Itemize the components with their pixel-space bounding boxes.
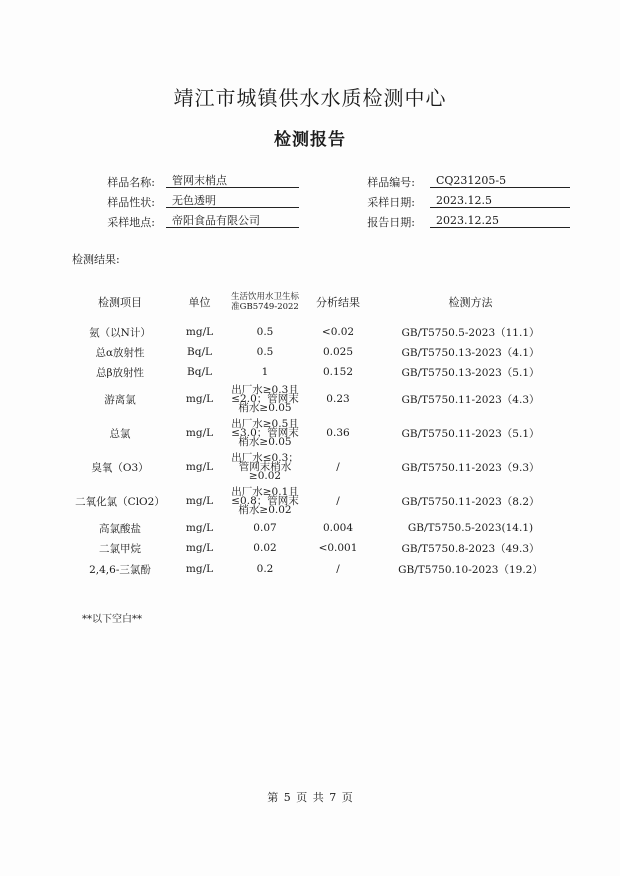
results-label: 检测结果: (72, 253, 120, 266)
report-date-label: 报告日期: (367, 216, 415, 229)
table-row (68, 484, 568, 518)
sampling-date-value: 2023.12.5 (430, 193, 570, 208)
row-item: 总氯 (109, 427, 131, 440)
table-header-row (68, 282, 568, 322)
row-unit: mg/L (185, 563, 214, 575)
table-row (68, 416, 568, 450)
row-standard: 0.07 (253, 522, 277, 534)
row-standard: 出厂水≥0.3且≤2.0；管网末梢水≥0.05 (231, 383, 299, 414)
row-standard: 1 (261, 366, 269, 378)
header-item: 检测项目 (98, 296, 142, 309)
row-method: GB/T5750.13-2023（4.1） (401, 346, 540, 359)
row-item: 高氯酸盐 (99, 522, 141, 535)
row-result: / (336, 563, 340, 575)
row-unit: mg/L (185, 461, 214, 473)
row-standard: 出厂水≤0.3；管网末梢水≥0.02 (231, 451, 299, 482)
sample-property-value: 无色透明 (166, 193, 299, 208)
header-result: 分析结果 (316, 296, 360, 309)
blank-note: **以下空白** (82, 614, 142, 625)
sampling-date-label: 采样日期: (367, 196, 415, 209)
row-result: / (336, 495, 340, 507)
row-result: 0.152 (322, 366, 354, 378)
table-row (68, 538, 568, 558)
page-number: 第 5 页 共 7 页 (267, 791, 353, 804)
results-table (68, 282, 568, 580)
row-unit: mg/L (185, 522, 214, 534)
table-row (68, 558, 568, 580)
row-method: GB/T5750.11-2023（5.1） (401, 427, 540, 440)
row-standard: 0.02 (253, 542, 277, 554)
sample-name-label: 样品名称: (107, 176, 155, 189)
row-method: GB/T5750.13-2023（5.1） (401, 366, 540, 379)
row-unit: Bq/L (187, 366, 212, 378)
row-unit: Bq/L (187, 346, 212, 358)
row-method: GB/T5750.8-2023（49.3） (401, 542, 540, 555)
table-row (68, 518, 568, 538)
report-title: 检测报告 (274, 130, 346, 150)
row-item: 臭氧（O3） (91, 461, 149, 474)
report-date-value: 2023.12.25 (430, 213, 570, 228)
row-item: 二氧化氯（ClO2） (75, 495, 165, 508)
table-row (68, 362, 568, 382)
table-row (68, 450, 568, 484)
row-item: 二氯甲烷 (99, 542, 141, 555)
row-unit: mg/L (185, 326, 214, 338)
sample-code-value: CQ231205-5 (430, 173, 570, 188)
row-item: 游离氯 (104, 393, 136, 406)
row-result: / (336, 461, 340, 473)
row-method: GB/T5750.5-2023（11.1） (401, 326, 540, 339)
organization-title: 靖江市城镇供水水质检测中心 (173, 86, 447, 110)
row-item: 总α放射性 (95, 346, 145, 359)
table-row (68, 382, 568, 416)
sample-name-value: 管网末梢点 (166, 173, 299, 188)
row-result: <0.02 (321, 326, 355, 338)
row-unit: mg/L (185, 427, 214, 439)
row-result: <0.001 (318, 542, 358, 554)
row-result: 0.36 (326, 427, 350, 439)
row-item: 总β放射性 (95, 366, 145, 379)
table-row (68, 342, 568, 362)
row-item: 氨（以N计） (89, 326, 151, 339)
row-unit: mg/L (185, 495, 214, 507)
row-standard: 0.2 (256, 563, 274, 575)
sample-code-label: 样品编号: (367, 176, 415, 189)
row-standard: 出厂水≥0.1且≤0.8；管网末梢水≥0.02 (231, 485, 299, 516)
header-unit: 单位 (188, 296, 211, 309)
row-method: GB/T5750.11-2023（4.3） (401, 393, 540, 406)
table-row (68, 322, 568, 342)
row-standard: 出厂水≥0.5且≤3.0；管网末梢水≥0.05 (231, 417, 299, 448)
header-standard: 生活饮用水卫生标准GB5749-2022 (230, 292, 299, 312)
row-method: GB/T5750.11-2023（9.3） (401, 461, 540, 474)
row-unit: mg/L (185, 542, 214, 554)
row-standard: 0.5 (256, 326, 274, 338)
row-unit: mg/L (185, 393, 214, 405)
row-method: GB/T5750.5-2023(14.1) (407, 522, 534, 534)
header-method: 检测方法 (448, 296, 493, 309)
row-item: 2,4,6-三氯酚 (89, 563, 151, 576)
row-method: GB/T5750.11-2023（8.2） (401, 495, 540, 508)
row-result: 0.23 (326, 393, 350, 405)
sampling-location-value: 帝阳食品有限公司 (166, 213, 299, 228)
sample-property-label: 样品性状: (107, 196, 155, 209)
row-result: 0.004 (322, 522, 354, 534)
row-standard: 0.5 (256, 346, 274, 358)
sampling-location-label: 采样地点: (107, 216, 155, 229)
row-result: 0.025 (322, 346, 354, 358)
row-method: GB/T5750.10-2023（19.2） (398, 563, 543, 576)
